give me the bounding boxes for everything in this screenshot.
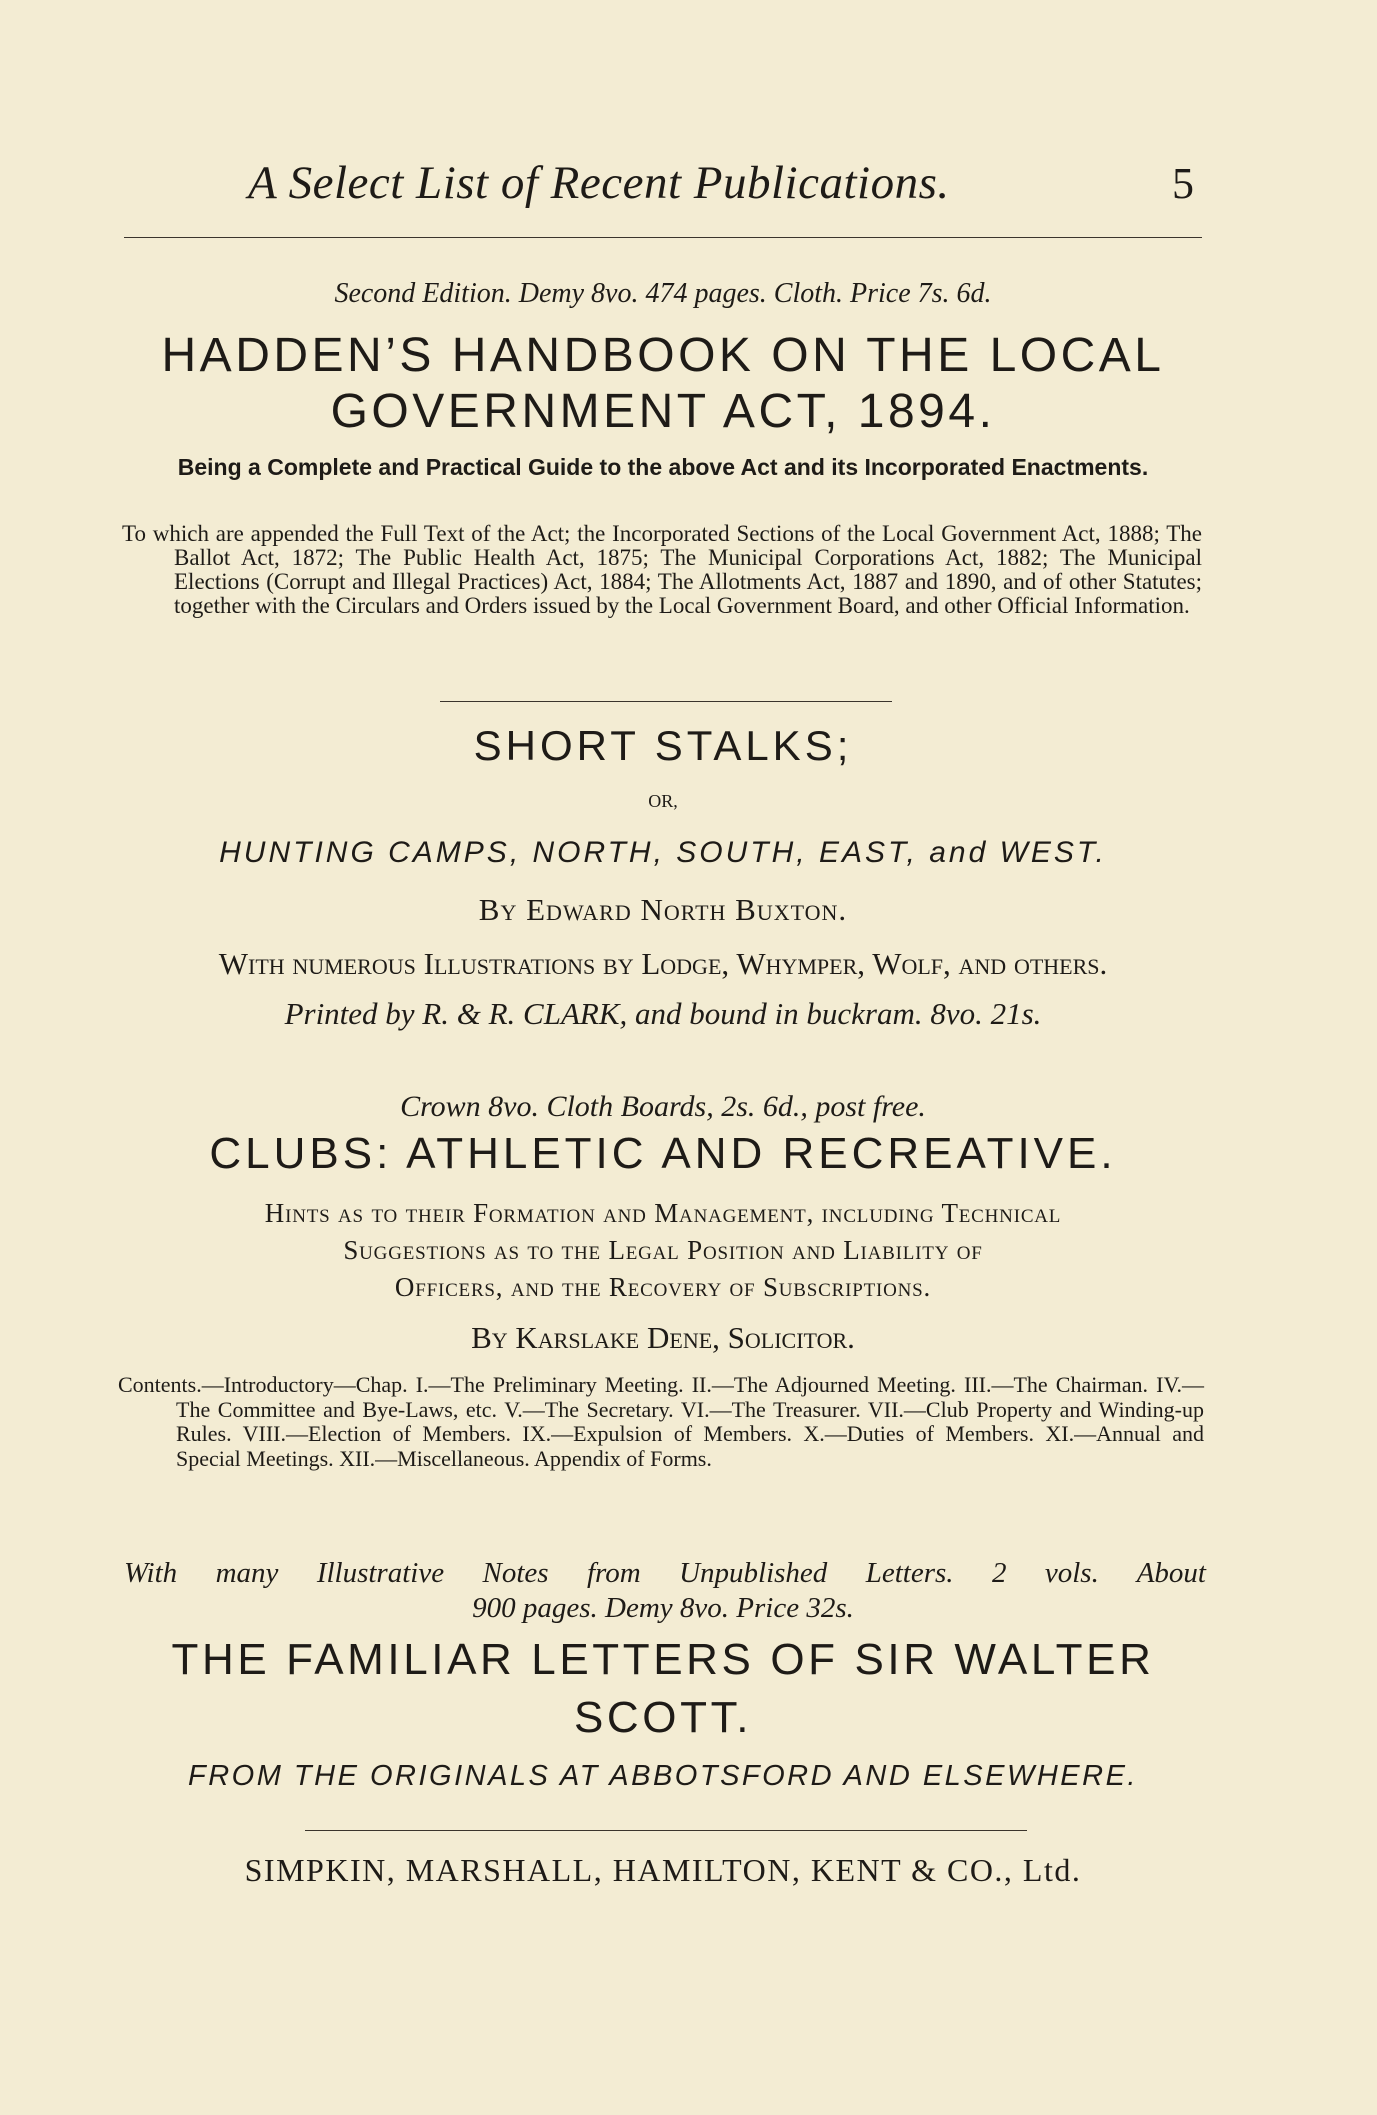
scott-title-line2: SCOTT.: [573, 1693, 753, 1742]
clubs-hints-line3: Officers, and the Recovery of Subscriptions.: [394, 1272, 932, 1302]
hadden-description: To which are appended the Full Text of the Act; the Incorporated Sections of the Local Government Act, 1888; The Ballot Act, 1872; The Public Health Act, 1875; The Municipal Corporations Act, 1882; The Municipal Elections (Corrupt and Illegal Practices) Act, 1884; The Allotments Act, 1887 and 1890, and of other Statutes; together with the Circulars and Orders issued by the Local Government Board, and other Official Information.: [122, 521, 1202, 618]
short-stalks-illustrations: With numerous Illustrations by Lodge, Whymper, Wolf, and others.: [218, 946, 1108, 981]
hadden-title-line1: HADDEN’S HANDBOOK ON THE LOCAL: [161, 329, 1165, 382]
header-rule: [124, 237, 1202, 238]
hadden-title-line2: GOVERNMENT ACT, 1894.: [330, 385, 996, 438]
short-stalks-subtitle: HUNTING CAMPS, NORTH, SOUTH, EAST, and WEST.: [219, 836, 1107, 869]
scott-subtitle: FROM THE ORIGINALS AT ABBOTSFORD AND ELSEWHERE.: [187, 1760, 1138, 1792]
footer-divider: [305, 1830, 1027, 1831]
short-stalks-title: SHORT STALKS;: [473, 722, 853, 769]
running-header-title: A Select List of Recent Publications.: [248, 157, 950, 209]
page-number: 5: [1172, 159, 1194, 208]
clubs-edition-line: Crown 8vo. Cloth Boards, 2s. 6d., post free.: [400, 1090, 926, 1123]
short-stalks-or: OR,: [648, 791, 678, 811]
clubs-hints-line2: Suggestions as to the Legal Position and Liability of: [343, 1235, 983, 1265]
hadden-subtitle: Being a Complete and Practical Guide to the above Act and its Incorporated Enactments.: [177, 454, 1149, 480]
publisher-imprint: SIMPKIN, MARSHALL, HAMILTON, KENT & CO., Ltd.: [244, 1852, 1082, 1888]
clubs-contents: Contents.—Introductory—Chap. I.—The Preliminary Meeting. II.—The Adjourned Meeting. III.—The Chairman. IV.—The Committee and Bye-Laws, etc. V.—The Secretary. VI.—The Treasurer. VII.—Club Property and Winding-up Rules. VIII.—Election of Members. IX.—Expulsion of Members. X.—Duties of Members. XI.—Annual and Special Meetings. XII.—Miscellaneous. Appendix of Forms.: [118, 1372, 1204, 1471]
clubs-title: CLUBS: ATHLETIC AND RECREATIVE.: [209, 1129, 1117, 1178]
short-stalks-printed: Printed by R. & R. CLARK, and bound in buckram. 8vo. 21s.: [284, 996, 1042, 1031]
hadden-edition-line: Second Edition. Demy 8vo. 474 pages. Cloth. Price 7s. 6d.: [334, 278, 992, 309]
scott-edition-line1: With many Illustrative Notes from Unpublished Letters. 2 vols. About: [124, 1557, 1206, 1589]
clubs-author: By Karslake Dene, Solicitor.: [471, 1320, 855, 1355]
short-stalks-author: By Edward North Buxton.: [478, 892, 848, 927]
scott-edition-line2: 900 pages. Demy 8vo. Price 32s.: [472, 1592, 854, 1624]
clubs-hints-line1: Hints as to their Formation and Management, including Technical: [264, 1198, 1062, 1228]
scott-title-line1: THE FAMILIAR LETTERS OF SIR WALTER: [171, 1635, 1155, 1684]
hadden-divider: [440, 701, 892, 702]
